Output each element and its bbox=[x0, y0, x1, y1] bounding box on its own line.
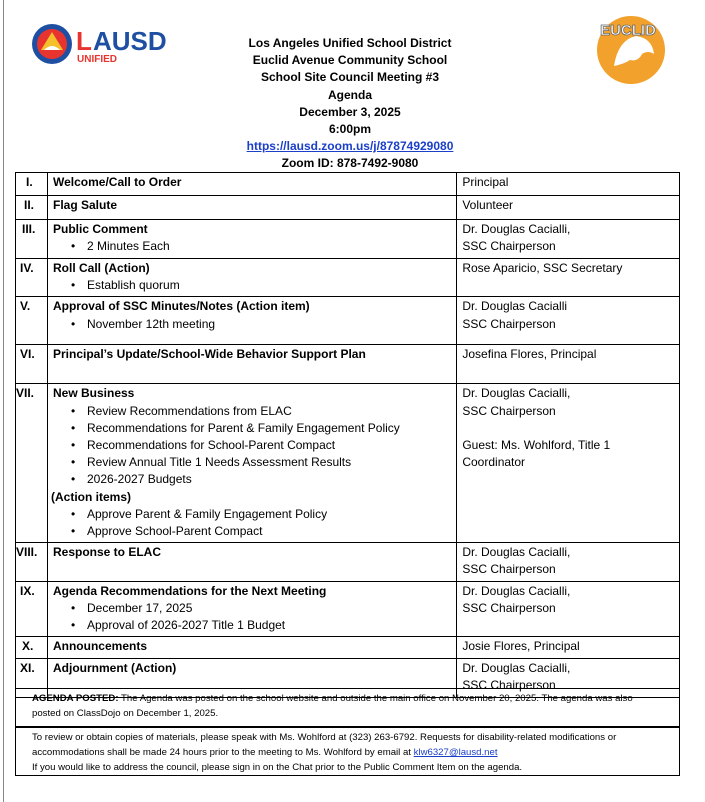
agenda-row bbox=[16, 384, 680, 543]
item-title: Public Comment bbox=[52, 222, 148, 236]
item-number: XI. bbox=[16, 659, 48, 697]
item-title: New Business bbox=[52, 386, 135, 401]
svg-text:L: L bbox=[76, 26, 92, 56]
presenter-role: SSC Chairperson bbox=[462, 403, 556, 418]
meeting-date: December 3, 2025 bbox=[299, 104, 401, 119]
list-item: • 2 Minutes Each bbox=[53, 238, 451, 255]
presenter-role: SSC Chairperson bbox=[462, 600, 556, 615]
list-item: • December 17, 2025 bbox=[53, 600, 451, 617]
presenter-spacer bbox=[462, 420, 674, 437]
zoom-link[interactable]: https://lausd.zoom.us/j/87874929080 bbox=[246, 139, 454, 154]
presenter: Dr. Douglas Cacialli, bbox=[462, 661, 571, 676]
svg-text:AUSD: AUSD bbox=[93, 26, 167, 56]
item-number: II. bbox=[16, 196, 48, 220]
page-edge bbox=[3, 0, 4, 802]
contact-note bbox=[15, 727, 680, 776]
item-title: Announcements bbox=[52, 639, 147, 654]
list-item: • Approve School-Parent Compact bbox=[53, 523, 451, 540]
presenter-role: SSC Chairperson bbox=[462, 562, 556, 577]
presenter: Principal bbox=[462, 175, 509, 189]
item-title: Welcome/Call to Order bbox=[52, 175, 182, 189]
posted-label: AGENDA POSTED: bbox=[32, 693, 119, 704]
agenda-row bbox=[16, 345, 680, 384]
item-title: Adjournment (Action) bbox=[52, 661, 177, 676]
agenda-row bbox=[16, 581, 680, 637]
agenda-row bbox=[16, 220, 680, 259]
list-item: • Recommendations for Parent & Family Engagement Policy bbox=[53, 420, 451, 437]
posted-text: The Agenda was posted on the school website and outside the main office on November 20, 2025. The agenda was also posted on ClassDojo on December 1, 2025. bbox=[32, 693, 633, 719]
district-name: Los Angeles Unified School District bbox=[248, 36, 452, 50]
item-title: Roll Call (Action) bbox=[52, 261, 150, 275]
presenter: Dr. Douglas Cacialli, bbox=[462, 583, 571, 598]
list-item: • November 12th meeting bbox=[53, 316, 451, 333]
svg-text:EUCLID: EUCLID bbox=[600, 22, 656, 39]
agenda-row bbox=[16, 297, 680, 345]
meeting-title: School Site Council Meeting #3 bbox=[260, 70, 440, 85]
presenter-role: SSC Chairperson bbox=[462, 239, 556, 254]
item-title: Approval of SSC Minutes/Notes (Action item) bbox=[52, 299, 310, 314]
item-title: Principal’s Update/School-Wide Behavior Support Plan bbox=[52, 347, 366, 362]
agenda-row bbox=[16, 173, 680, 196]
list-item: • Review Recommendations from ELAC bbox=[53, 403, 451, 420]
agenda-row bbox=[16, 259, 680, 297]
agenda-table bbox=[15, 172, 680, 698]
lausd-logo bbox=[30, 22, 190, 66]
presenter: Josie Flores, Principal bbox=[462, 639, 580, 654]
item-number: X. bbox=[16, 637, 48, 659]
agenda-row bbox=[16, 543, 680, 581]
list-item: • Establish quorum bbox=[53, 277, 451, 294]
list-item: • Approve Parent & Family Engagement Policy bbox=[53, 506, 451, 523]
agenda-posted-note bbox=[15, 688, 680, 727]
presenter: Dr. Douglas Cacialli, bbox=[462, 222, 571, 236]
item-number: IV. bbox=[16, 259, 48, 297]
chat-instructions: If you would like to address the council, please sign in on the Chat prior to the Public Comment Item on the agenda. bbox=[32, 762, 523, 773]
item-number: I. bbox=[16, 173, 48, 196]
contact-email-link[interactable]: klw6327@lausd.net bbox=[413, 747, 498, 758]
item-title: Response to ELAC bbox=[52, 545, 161, 560]
item-number: III. bbox=[16, 220, 48, 259]
doc-type: Agenda bbox=[327, 87, 372, 102]
guest-role: Coordinator bbox=[462, 455, 526, 470]
presenter: Dr. Douglas Cacialli, bbox=[462, 386, 571, 401]
action-items-heading: (Action items) bbox=[50, 489, 131, 504]
euclid-logo bbox=[578, 10, 678, 86]
presenter: Volunteer bbox=[462, 198, 514, 212]
item-title: Agenda Recommendations for the Next Meeting bbox=[52, 583, 327, 598]
school-name: Euclid Avenue Community School bbox=[252, 53, 448, 68]
contact-text: To review or obtain copies of materials, please speak with Ms. Wohlford at (323) 263-6792. Requests for disability-related modifications or accommodations shall be made 24 hours prior to the meeting to Ms. Wohlford by email at bbox=[32, 732, 617, 758]
list-item: • 2026-2027 Budgets bbox=[53, 471, 451, 488]
zoom-id: Zoom ID: 878-7492-9080 bbox=[281, 156, 419, 171]
presenter: Josefina Flores, Principal bbox=[462, 347, 597, 362]
item-number: VII. bbox=[16, 384, 48, 543]
list-item: • Review Annual Title 1 Needs Assessment Results bbox=[53, 454, 451, 471]
list-item: • Recommendations for School-Parent Compact bbox=[53, 437, 451, 454]
presenter: Dr. Douglas Cacialli, bbox=[462, 545, 571, 560]
agenda-row bbox=[16, 637, 680, 659]
presenter: Rose Aparicio, SSC Secretary bbox=[462, 261, 623, 275]
meeting-time: 6:00pm bbox=[328, 122, 372, 137]
item-title: Flag Salute bbox=[52, 198, 117, 212]
agenda-row bbox=[16, 196, 680, 220]
guest-presenter: Guest: Ms. Wohlford, Title 1 bbox=[462, 438, 611, 452]
presenter-role: SSC Chairperson bbox=[462, 316, 556, 331]
presenter: Dr. Douglas Cacialli bbox=[462, 299, 568, 314]
lausd-unified-text: UNIFIED bbox=[77, 54, 117, 65]
agenda-header bbox=[200, 35, 500, 173]
item-number: V. bbox=[16, 297, 48, 345]
presenter-role: SSC Chairperson bbox=[462, 678, 556, 693]
item-number: IX. bbox=[16, 581, 48, 637]
list-item: • Approval of 2026-2027 Title 1 Budget bbox=[53, 617, 451, 634]
item-number: VIII. bbox=[16, 543, 48, 581]
item-number: VI. bbox=[16, 345, 48, 384]
